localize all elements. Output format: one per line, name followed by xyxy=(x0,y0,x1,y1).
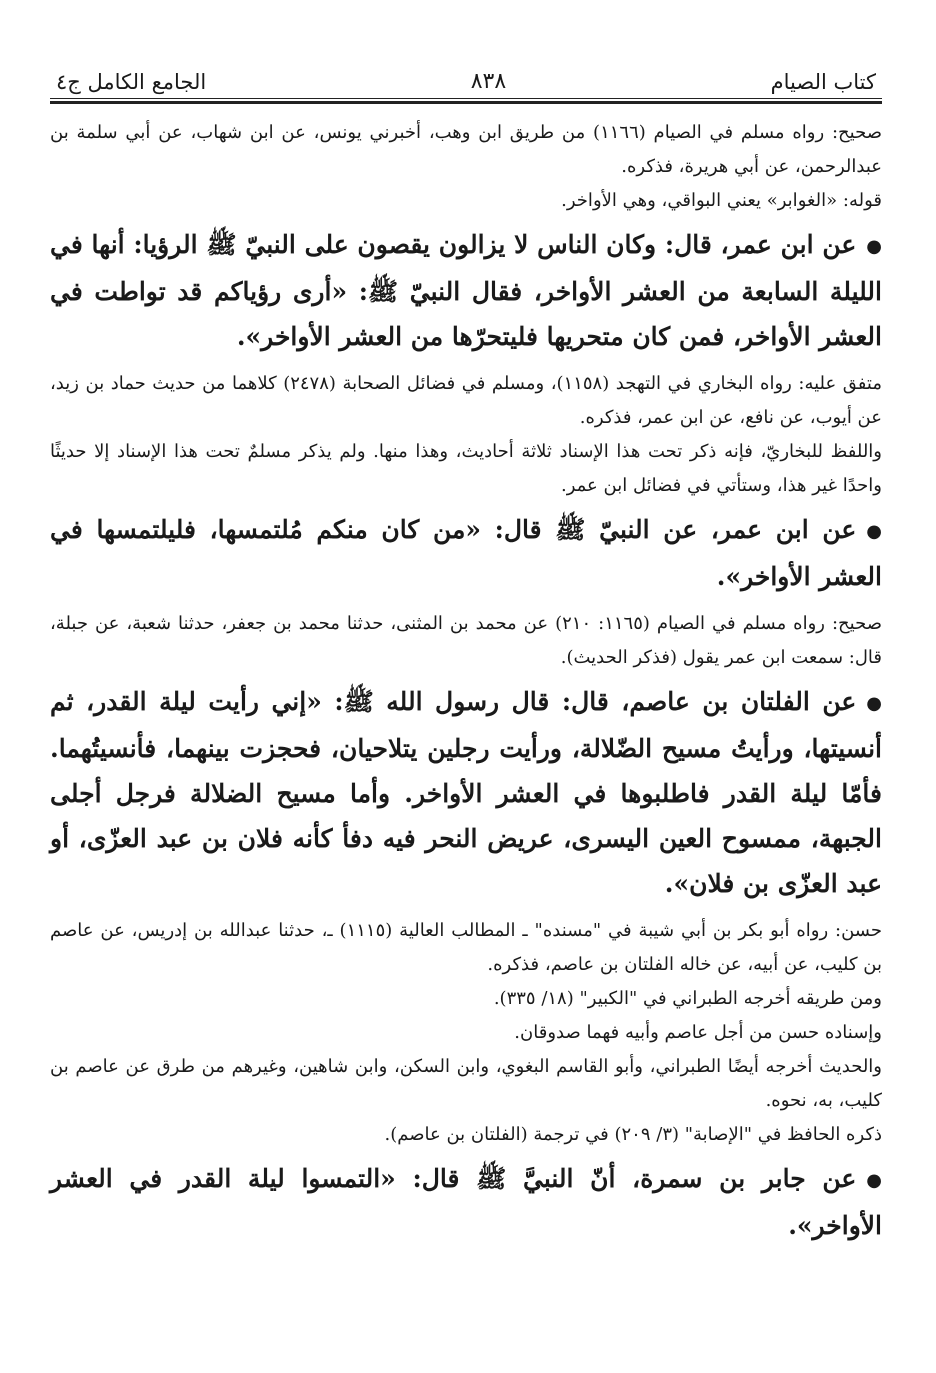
commentary-note: واللفظ للبخاريّ، فإنه ذكر تحت هذا الإسناد ثلاثة أحاديث، وهذا منها. ولم يذكر مسلمٌ تحت هذا الإسناد إلا حديثًا واحدًا غير هذا، وستأتي في فضائل ابن عمر. xyxy=(50,441,882,496)
book-section-title: كتاب الصيام xyxy=(770,70,876,94)
commentary-note: وإسناده حسن من أجل عاصم وأبيه فهما صدوقان. xyxy=(514,1022,882,1043)
commentary-note: والحديث أخرجه أيضًا الطبراني، وأبو القاسم البغوي، وابن السكن، وابن شاهين، وغيرهم من طرق عن عاصم بن كليب، به، نحوه. xyxy=(50,1056,882,1111)
commentary-note: ذكره الحافظ في "الإصابة" (٣/ ٢٠٩) في ترجمة (الفلتان بن عاصم). xyxy=(384,1124,882,1145)
takhrij-note: متفق عليه: رواه البخاري في التهجد (١١٥٨)، ومسلم في فضائل الصحابة (٢٤٧٨) كلاهما من حديث حماد بن زيد، عن أيوب، عن نافع، عن ابن عمر، فذكره. xyxy=(50,373,882,428)
hadith-text xyxy=(50,222,882,359)
bullet-icon: ● xyxy=(866,236,882,257)
takhrij-note: صحيح: رواه مسلم في الصيام (١١٦٦) من طريق ابن وهب، أخبرني يونس، عن ابن شهاب، عن أبي سلمة بن عبدالرحمن، عن أبي هريرة، فذكره. xyxy=(50,122,882,177)
hadith-body: عن ابن عمر، قال: وكان الناس لا يزالون يقصون على النبيّ ﷺ الرؤيا: أنها في الليلة السابعة من العشر الأواخر، فقال النبيّ ﷺ: «أرى رؤياكم قد تواطت في العشر الأواخر، فمن كان متحريها فليتحرّها من العشر الأواخر». xyxy=(50,230,882,351)
hadith-text xyxy=(50,679,882,906)
hadith-body: عن الفلتان بن عاصم، قال: قال رسول الله ﷺ: «إني رأيت ليلة القدر، ثم أنسيتها، ورأيتُ مسيح الضّلالة، ورأيت رجلين يتلاحيان، فحجزت بينهما، فأنسيتُهما. فأمّا ليلة القدر فاطلبوها في العشر الأواخر. وأما مسيح الضلالة فرجل أجلى الجبهة، ممسوح العين اليسرى، عريض النحر فيه دفأ كأنه فلان بن عبد العزّى، أو عبد العزّى بن فلان». xyxy=(50,687,882,898)
page-number: ٨٣٨ xyxy=(470,69,507,94)
takhrij-note: حسن: رواه أبو بكر بن أبي شيبة في "مسنده" ـ المطالب العالية (١١١٥) ـ، حدثنا عبدالله بن إدريس، عن عاصم بن كليب، عن أبيه، عن خاله الفلتان بن عاصم، فذكره. xyxy=(50,920,882,975)
bullet-icon: ● xyxy=(866,693,882,714)
book-page xyxy=(50,40,882,1256)
commentary-note: ومن طريقه أخرجه الطبراني في "الكبير" (١٨/ ٣٣٥). xyxy=(493,988,882,1009)
bullet-icon: ● xyxy=(866,1170,882,1191)
hadith-body: عن جابر بن سمرة، أنّ النبيَّ ﷺ قال: «التمسوا ليلة القدر في العشر الأواخر». xyxy=(50,1164,882,1240)
explanation-note: قوله: «الغوابر» يعني البواقي، وهي الأواخر. xyxy=(561,190,882,211)
hadith-text xyxy=(50,507,882,599)
page-header xyxy=(50,40,882,94)
hadith-text xyxy=(50,1156,882,1248)
takhrij-note: صحيح: رواه مسلم في الصيام (١١٦٥: ٢١٠) عن محمد بن المثنى، حدثنا محمد بن جعفر، حدثنا شعبة، عن جبلة، قال: سمعت ابن عمر يقول (فذكر الحديث). xyxy=(50,613,882,668)
running-title: الجامع الكامل ج٤ xyxy=(56,70,207,94)
bullet-icon: ● xyxy=(866,521,882,542)
header-divider xyxy=(50,98,882,104)
hadith-body: عن ابن عمر، عن النبيّ ﷺ قال: «من كان منكم مُلتمسها، فليلتمسها في العشر الأواخر». xyxy=(50,515,882,591)
